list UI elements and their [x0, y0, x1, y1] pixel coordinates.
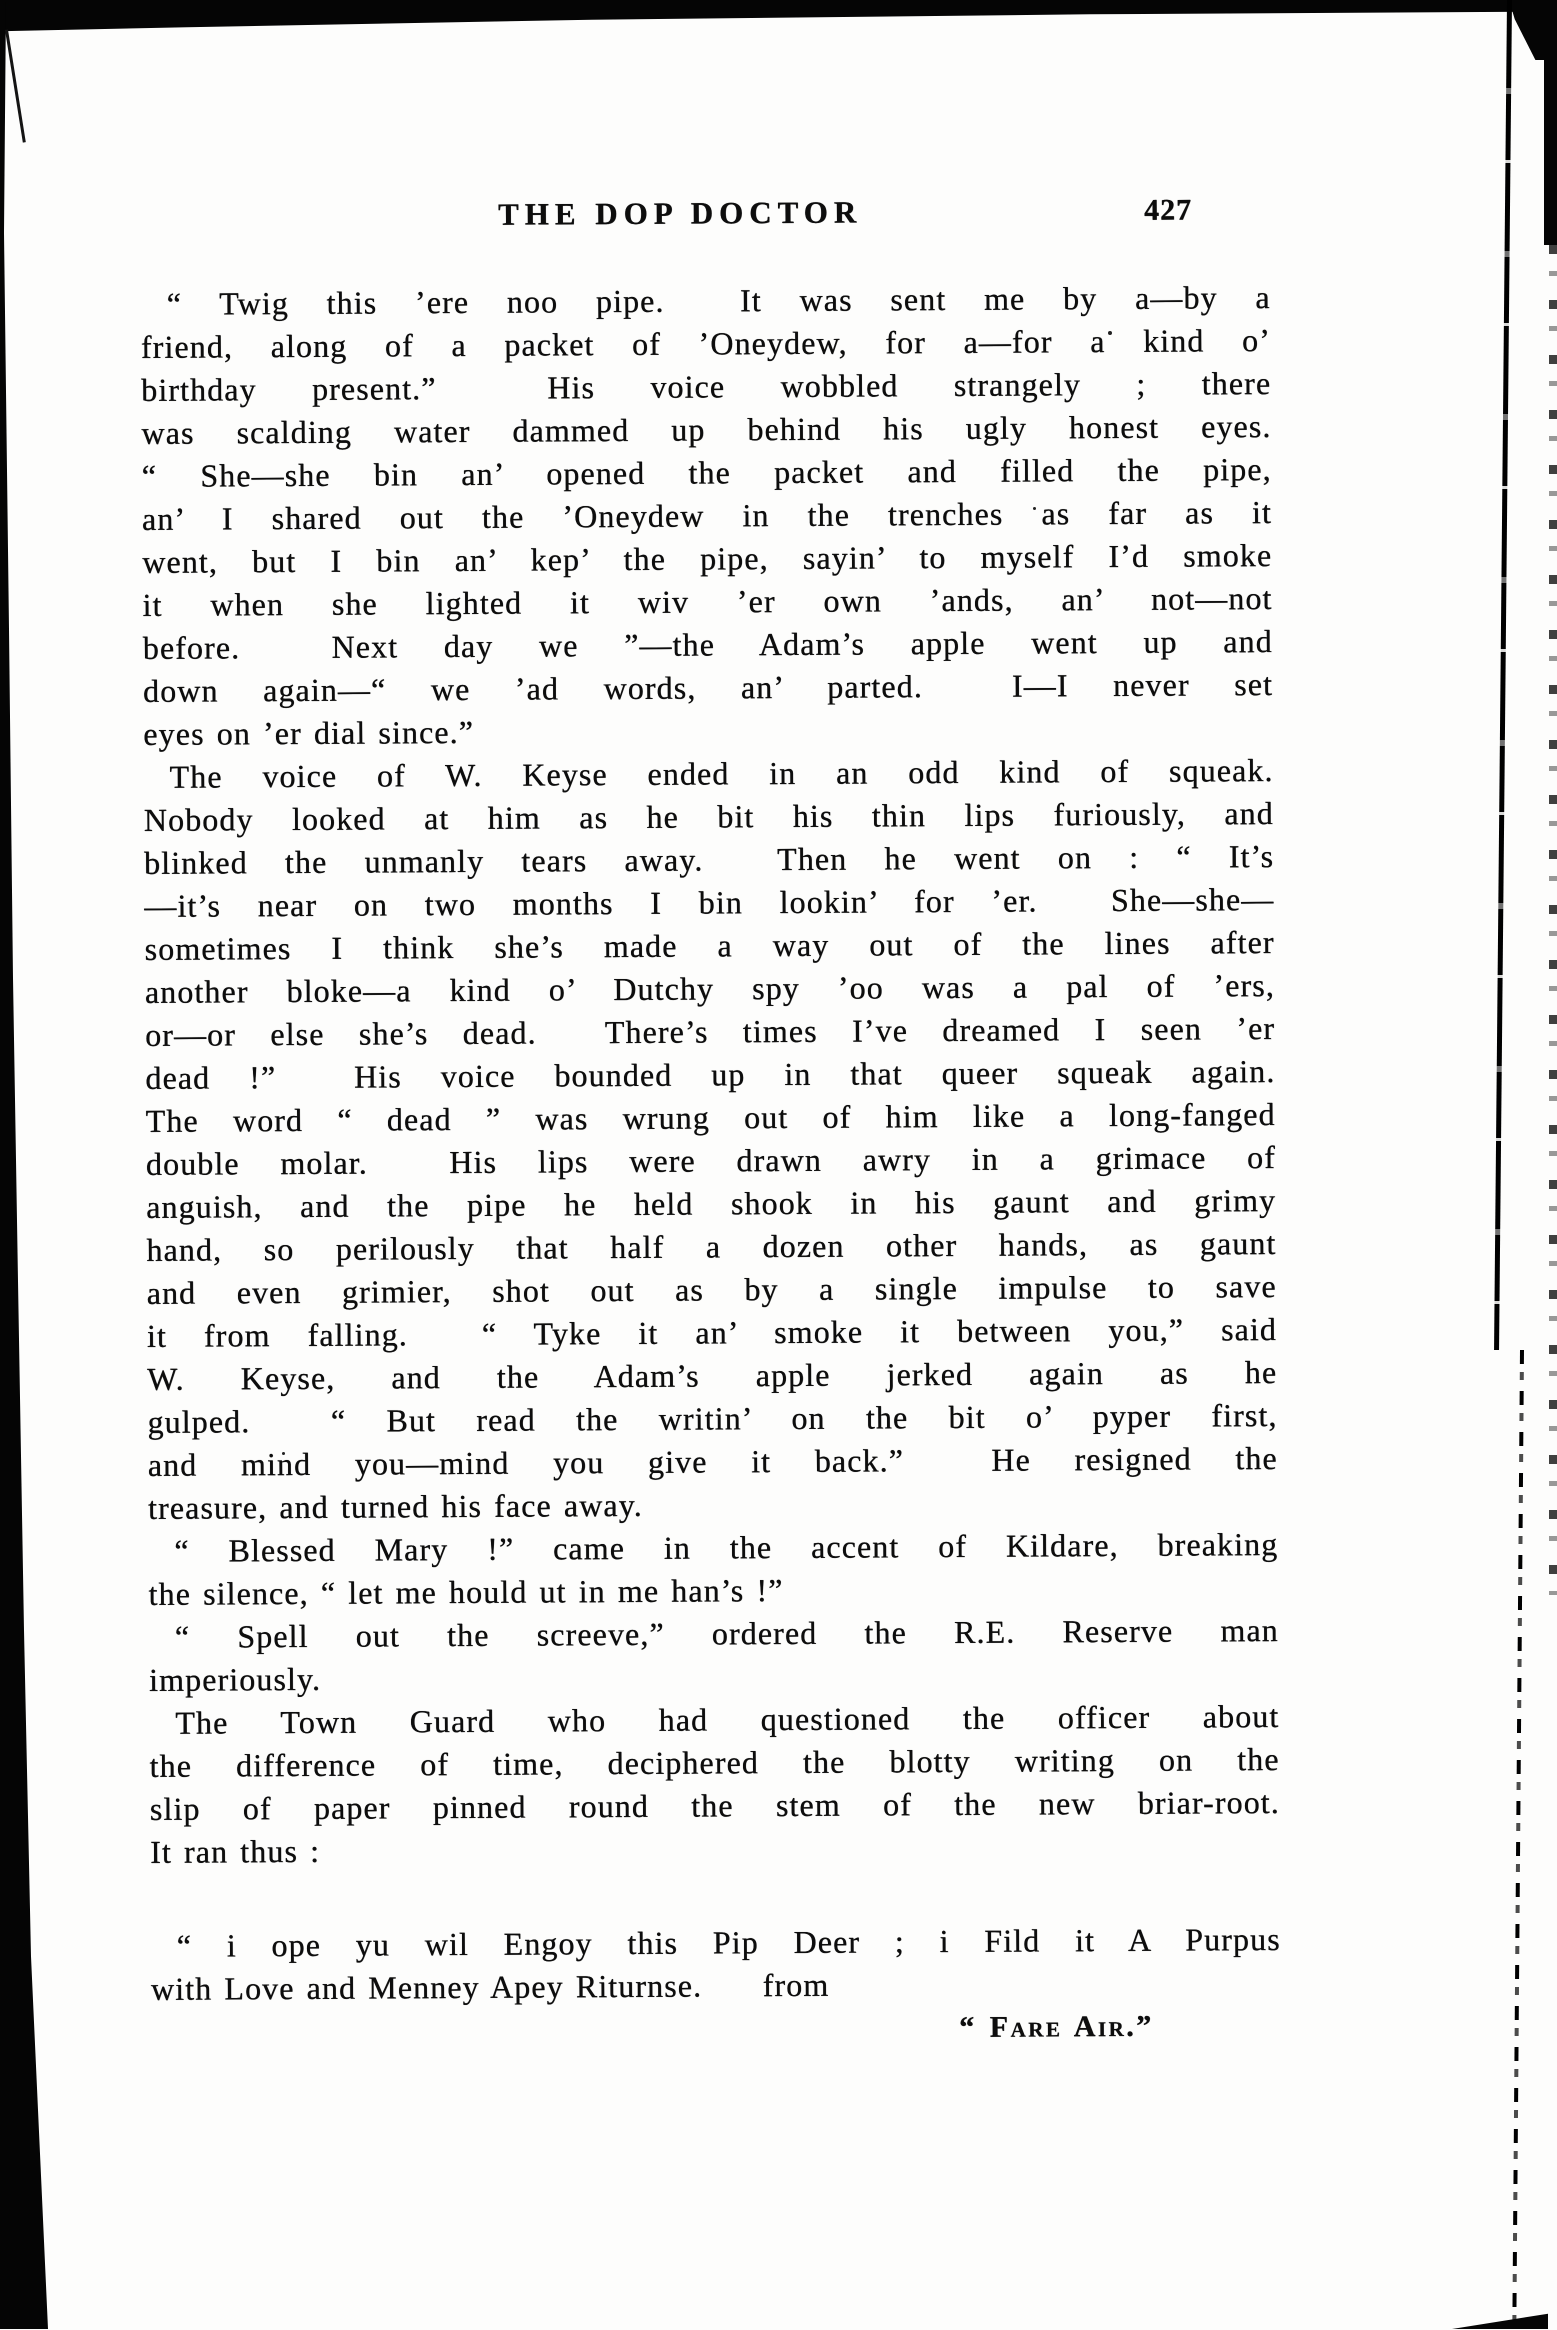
- text-line: “ Blessed Mary !” came in the accent of Kildare, breaking: [174, 1525, 1279, 1569]
- scan-gutter-line-upper: [1494, 0, 1512, 1350]
- scan-scratch-line: [5, 30, 26, 143]
- text-line: and mind you—mind you give it back.” He resigned the: [147, 1439, 1278, 1483]
- text-line: before. Next day we ”—the Adam’s apple went up and: [142, 622, 1273, 666]
- text-line: down again—“ we ’ad words, an’ parted. I—I never set: [142, 665, 1274, 709]
- letter-paragraph: [151, 1918, 1282, 2054]
- scan-edge-right-speckle: [1549, 245, 1557, 1595]
- scan-edge-right-bar: [1544, 0, 1557, 245]
- page-text: [141, 276, 1282, 2054]
- text-line: The voice of W. Keyse ended in an odd kind of squeak.: [169, 751, 1274, 795]
- text-line: another bloke—a kind o’ Dutchy spy ’oo was a pal of ’ers,: [144, 966, 1275, 1010]
- paragraph: [143, 749, 1278, 1530]
- text-line: went, but I bin an’ kep’ the pipe, sayin’ to myself I’d smoke: [142, 536, 1273, 580]
- scan-edge-bottom-right: [1452, 2311, 1548, 2329]
- text-line: imperiously.: [148, 1660, 322, 1698]
- text-line: The word “ dead ” was wrung out of him like a long-fanged: [145, 1095, 1276, 1139]
- page-header: [140, 190, 1271, 283]
- running-title: THE DOP DOCTOR: [497, 194, 863, 232]
- text-line: it from falling. “ Tyke it an’ smoke it between you,” said: [146, 1310, 1278, 1354]
- scan-edge-left: [0, 0, 52, 2329]
- text-line: —it’s near on two months I bin lookin’ for ’er. She—she—: [144, 880, 1275, 924]
- text-line: “ She—she bin an’ opened the packet and filled the pipe,: [141, 450, 1272, 494]
- text-line: gulped. “ But read the writin’ on the bit o’ pyper first,: [147, 1396, 1278, 1440]
- letter-signature: “ Fare Air.”: [959, 2009, 1154, 2044]
- scan-edge-top: [0, 0, 1557, 34]
- paragraph: [149, 1609, 1280, 1702]
- text-line: sometimes I think she’s made a way out of the lines after: [144, 923, 1275, 967]
- text-line: or—or else she’s dead. There’s times I’ve dreamed I seen ’er: [145, 1009, 1276, 1053]
- text-line: birthday present.” His voice wobbled strangely ; there: [141, 364, 1272, 408]
- text-line: an’ I shared out the ’Oneydew in the trenches as far as it: [141, 493, 1273, 537]
- text-line: “ i ope yu wil Engoy this Pip Deer ; i Fild it A Purpus: [176, 1920, 1281, 1964]
- text-line: treasure, and turned his face away.: [147, 1486, 643, 1526]
- page-content: [140, 190, 1281, 2054]
- text-line: it when she lighted it wiv ’er own ’ands, an’ not—not: [142, 579, 1273, 623]
- text-line: W. Keyse, and the Adam’s apple jerked again as he: [147, 1353, 1278, 1397]
- paragraph: [141, 276, 1274, 756]
- text-line: “ Spell out the screeve,” ordered the R.E. Reserve man: [174, 1611, 1279, 1655]
- text-line: the silence, “ let me hould ut in me han’s !”: [148, 1571, 784, 1612]
- text-line: dead !” His voice bounded up in that queer squeak again.: [145, 1052, 1276, 1096]
- text-line: hand, so perilously that half a dozen other hands, as gaunt: [146, 1224, 1277, 1268]
- text-line: friend, along of a packet of ’Oneydew, for a—for a kind o’: [140, 321, 1272, 365]
- paragraph: [149, 1695, 1280, 1874]
- text-line: double molar. His lips were drawn awry in a grimace of: [145, 1138, 1277, 1182]
- text-line: was scalding water dammed up behind his ugly honest eyes.: [141, 407, 1272, 451]
- text-line: “ Twig this ’ere noo pipe. It was sent me by a—by a: [166, 278, 1271, 322]
- text-line: The Town Guard who had questioned the officer about: [175, 1697, 1280, 1741]
- text-line: slip of paper pinned round the stem of the new briar-root.: [149, 1783, 1280, 1827]
- text-line: blinked the unmanly tears away. Then he went on : “ It’s: [143, 837, 1275, 881]
- text-line: Nobody looked at him as he bit his thin lips furiously, and: [143, 794, 1274, 838]
- page-number: 427: [1144, 193, 1193, 227]
- text-line: It ran thus :: [150, 1832, 321, 1870]
- paragraph: [148, 1523, 1279, 1616]
- text-line: and even grimier, shot out as by a single impulse to save: [146, 1267, 1277, 1311]
- text-line: eyes on ’er dial since.”: [143, 713, 475, 752]
- text-line: the difference of time, deciphered the blotty writing on the: [149, 1740, 1280, 1784]
- scan-gutter-line-lower: [1512, 1350, 1524, 2330]
- text-line: anguish, and the pipe he held shook in his gaunt and grimy: [146, 1181, 1277, 1225]
- text-line: with Love and Menney Apey Riturnse. from: [150, 1966, 830, 2007]
